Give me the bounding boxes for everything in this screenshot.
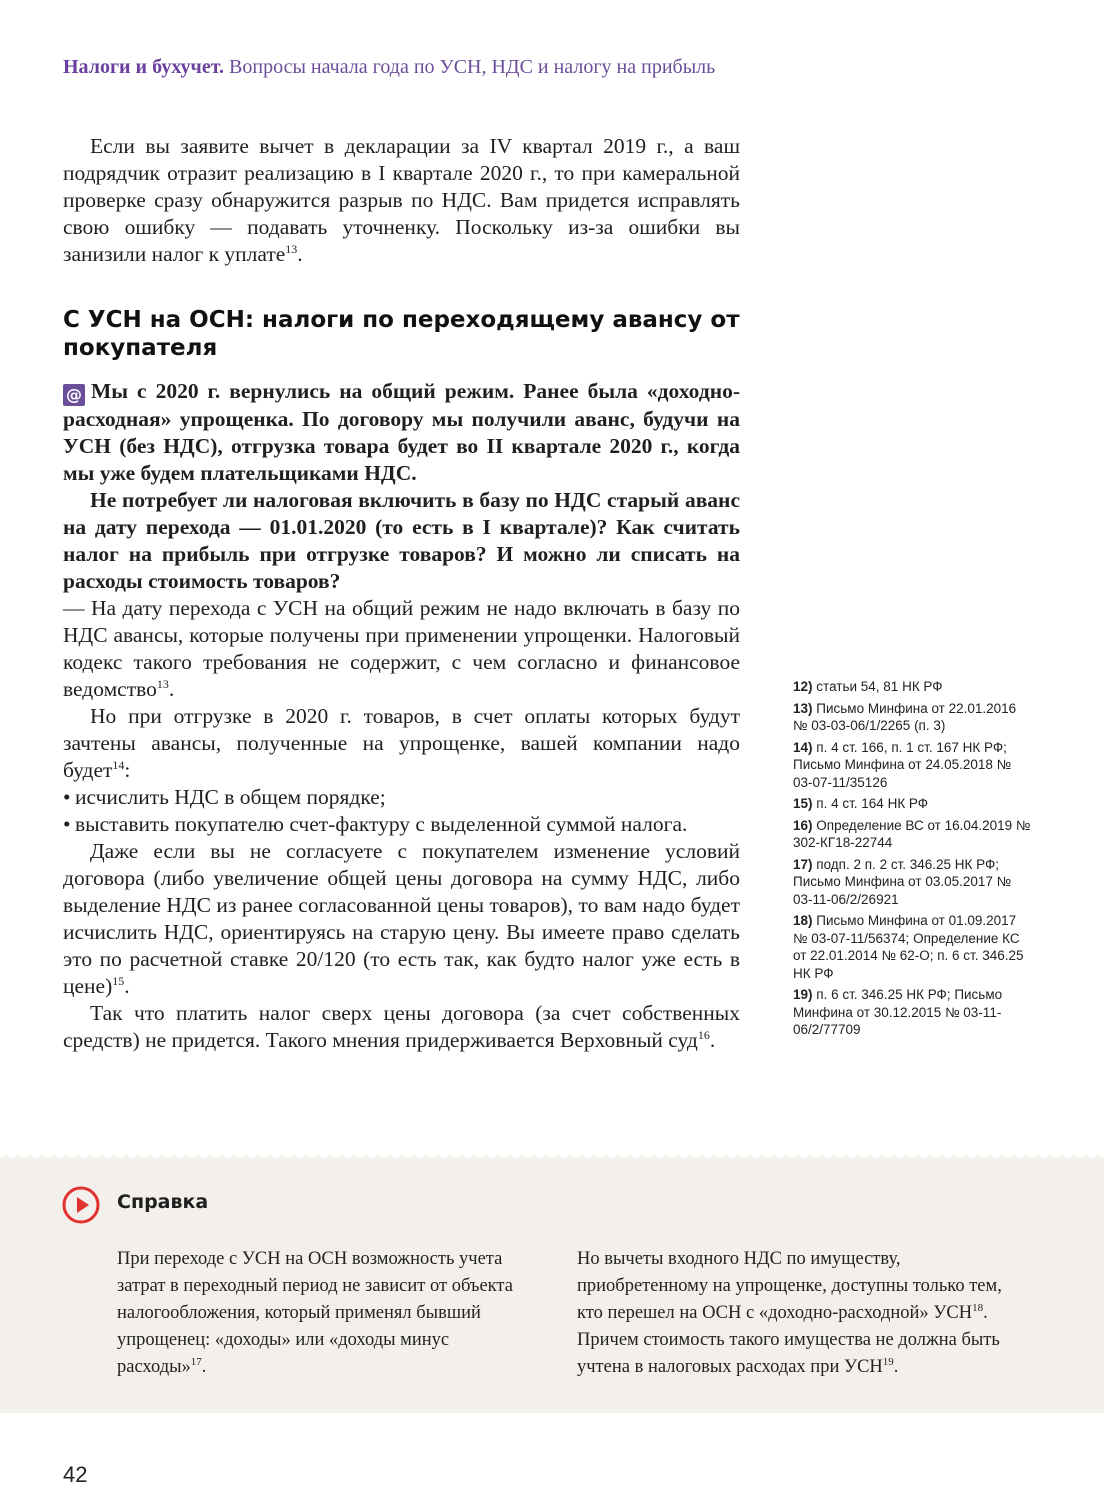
bullet-item: • выставить покупателю счет-фактуру с выделенной суммой налога. [63,812,688,836]
footnote-number: 19) [793,987,813,1002]
answer-text-4: Так что платить налог сверх цены договора (за счет собственных средств) не придется. Такого мнения придерживается Верховный суд [63,1001,740,1052]
answer-paragraph-4: Так что платить налог сверх цены договора (за счет собственных средств) не придется. Такого мнения придерживается Верховный суд$^{16}$. [63,1001,740,1052]
answer-text-1: — На дату перехода с УСН на общий режим не надо включать в базу по НДС авансы, которые получены при применении упрощенки. Налоговый кодекс такого требования не содержит, с чем согласно и финансовое ведомство [63,596,740,701]
reference-right-text: Но вычеты входного НДС по имуществу, приобретенному на упрощенке, доступны только тем, кто перешел на ОСН с «доходно-расходной» УСН [577,1249,1002,1323]
zigzag-edge [0,1152,1104,1160]
footnote-ref[interactable]: 16 [697,1028,710,1042]
footnote-number: 14) [793,739,813,755]
header-section: Налоги и бухучет. [63,56,225,78]
reference-title: Справка [117,1191,209,1213]
answer-text-3: Даже если вы не согласуете с покупателем изменение условий договора (либо увеличение общей цены договора на сумму НДС, либо выделение НДС из ранее согласованной цены товаров), то вам надо будет исчислить НДС, ориентируясь на старую цену. Вы имеете право сделать это по расчетной ставке 20/120 (то есть так, как будто налог уже есть в цене) [63,839,740,998]
intro-paragraph [63,133,740,268]
reference-right-text: . Причем стоимость такого имущества не должна быть учтена в налоговых расходах при УСН [577,1303,1000,1377]
answer-paragraph-3: Даже если вы не согласуете с покупателем изменение условий договора (либо увеличение общей цены договора на сумму НДС, либо выделение НДС из ранее согласованной цены товаров), то вам надо будет исчислить НДС, ориентируясь на старую цену. Вы имеете право сделать это по расчетной ставке 20/120 (то есть так, как будто налог уже есть в цене)$^{15}$. [63,839,740,998]
footnote-text: подп. 2 п. 2 ст. 346.25 НК РФ; Письмо Минфина от 03.05.2017 № 03-11-06/2/26921 [793,856,1012,907]
footnote-text: Письмо Минфина от 01.09.2017 № 03-07-11/56374; Определение КС от 22.01.2014 № 62-О; п. 6 ст. 346.25 НК РФ [793,913,1024,981]
footnote-number: 16) [793,817,813,833]
footnotes-sidebar [793,678,1033,1043]
footnote-text: статьи 54, 81 НК РФ [816,679,943,694]
footnote-item [793,795,1033,813]
footnote-ref[interactable]: 17 [190,1356,202,1368]
footnote-number: 15) [793,796,813,811]
footnote-ref[interactable]: 13 [285,242,298,256]
question-text-1: Мы с 2020 г. вернулись на общий режим. Ранее была «доходно-расходная» упрощенка. По договору мы получили аванс, будучи на УСН (без НДС), отгрузка товара будет во II квартале 2020 г., когда мы уже будем плательщиками НДС. [63,379,740,485]
running-header [63,54,1063,80]
footnote-number: 17) [793,856,813,872]
answer-paragraph-1: — На дату перехода с УСН на общий режим не надо включать в базу по НДС авансы, которые получены при применении упрощенки. Налоговый кодекс такого требования не содержит, с чем согласно и финансовое ведомство$^{13}$. [63,596,740,701]
reference-right-end: . [893,1357,899,1377]
qa-block [63,378,740,1054]
at-sign-icon: @ [63,384,85,406]
question-paragraph-2: Не потребует ли налоговая включить в базу по НДС старый аванс на дату перехода — 01.01.2020 (то есть в I квартале)? Как считать налог на прибыль при отгрузке товаров? И можно ли списать на расходы стоимость товаров? [63,488,740,593]
footnote-ref[interactable]: 15 [112,974,125,988]
bullet-item: • исчислить НДС в общем порядке; [63,785,386,809]
bullet-text: выставить покупателю счет-фактуру с выделенной суммой налога. [75,812,688,836]
footnote-number: 18) [793,913,813,928]
section-heading: С УСН на ОСН: налоги по переходящему авансу от покупателя [63,307,740,361]
footnote-ref[interactable]: 14 [112,758,125,772]
footnote-item [793,856,1033,909]
question-paragraph-1 [63,378,740,487]
footnote-text: Определение ВС от 16.04.2019 № 302-КГ18-22744 [793,817,1031,850]
footnote-item [793,678,1033,696]
reference-left-text: При переходе с УСН на ОСН возможность учета затрат в переходный период не зависит от объекта налогообложения, который применял бывший упрощенец: «доходы» или «доходы минус расходы» [117,1249,513,1377]
reference-box [0,1158,1104,1413]
reference-right-column [577,1246,1007,1381]
footnote-number: 13) [793,700,813,716]
footnote-item [793,817,1033,852]
footnote-text: п. 4 ст. 164 НК РФ [816,796,929,811]
intro-end: . [297,242,303,266]
intro-block [63,133,740,268]
bullet-text: исчислить НДС в общем порядке; [75,785,386,809]
footnote-text: п. 6 ст. 346.25 НК РФ; Письмо Минфина от 30.12.2015 № 03-11-06/2/77709 [793,987,1003,1037]
footnote-item [793,700,1033,735]
footnote-item [793,739,1033,792]
footnote-text: Письмо Минфина от 22.01.2016 № 03-03-06/1/2265 (п. 3) [793,700,1017,733]
header-title: Вопросы начала года по УСН, НДС и налогу на прибыль [229,56,716,78]
answer-text-2: Но при отгрузке в 2020 г. товаров, в счет оплаты которых будут зачтены авансы, полученные на упрощенке, вашей компании надо будет [63,704,740,782]
play-circle-icon [62,1186,100,1224]
footnote-item [793,986,1033,1039]
page-number: 42 [63,1462,88,1487]
answer-end-2: : [124,758,131,782]
reference-left-end: . [201,1357,207,1377]
footnote-ref[interactable]: 13 [156,677,169,691]
intro-text: Если вы заявите вычет в декларации за IV квартал 2019 г., а ваш подрядчик отразит реализацию в I квартале 2020 г., то при камеральной проверке сразу обнаружится разрыв по НДС. Вам придется исправлять свою ошибку — подавать уточненку. Поскольку из-за ошибки вы занизили налог к уплате [63,134,740,266]
reference-left-column [117,1246,517,1381]
footnote-item [793,912,1033,982]
answer-paragraph-2 [63,703,740,784]
footnote-text: п. 4 ст. 166, п. 1 ст. 167 НК РФ; Письмо Минфина от 24.05.2018 № 03-07-11/35126 [793,739,1012,790]
footnote-number: 12) [793,679,813,694]
footnote-ref[interactable]: 18 [972,1302,984,1314]
footnote-ref[interactable]: 19 [882,1356,894,1368]
